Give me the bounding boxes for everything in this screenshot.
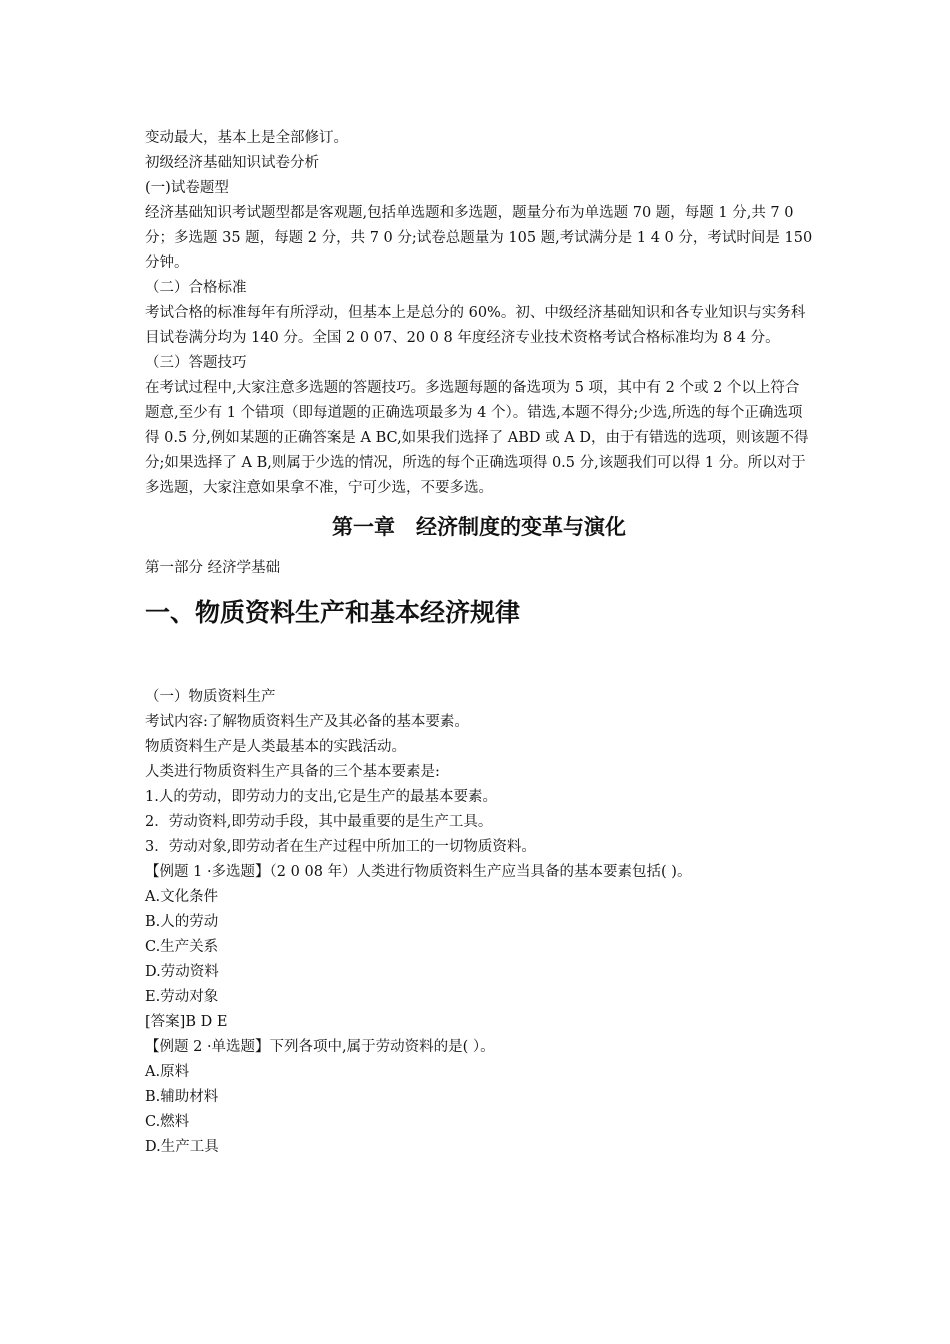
pass-standard-paragraph: 考试合格的标准每年有所浮动，但基本上是总分的 60%。初、中级经济基础知识和各专业知识与实务科目试卷满分均为 140 分。全国 2 0 07、20 0 8 年度经济专业技术资格考试合格标准均为 8 4 分。 [145,305,806,346]
list-item: 3．劳动对象,即劳动者在生产过程中所加工的一切物质资料。 [145,839,536,855]
body-line: 物质资料生产是人类最基本的实践活动。 [145,739,406,755]
example-2-option-a: A.原料 [145,1064,190,1080]
example-1-answer: [答案]B D E [145,1014,228,1030]
section-title: 一、物质资料生产和基本经济规律 [145,598,521,627]
example-2-option-b: B.辅助材料 [145,1089,219,1105]
intro-line: 变动最大，基本上是全部修订。 [145,130,348,146]
answer-skills-paragraph: 在考试过程中,大家注意多选题的答题技巧。多选题每题的备选项为 5 项，其中有 2 个或 2 个以上符合题意,至少有 1 个错项（即每道题的正确选项最多为 4 个）。错选,本题不得分;少选,所选的每个正确选项得 0.5 分,例如某题的正确答案是 A BC,如果我们选择了 ABD 或 A D，由于有错选的选项，则该题不得分;如果选择了 A B,则属于少选的情况，所选的每个正确选项得 0.5 分,该题我们可以得 1 分。所以对于多选题，大家注意如果拿不准，宁可少选，不要多选。 [145,380,809,496]
subsection-heading: （一）物质资料生产 [145,689,276,705]
list-item: 1.人的劳动，即劳动力的支出,它是生产的最基本要素。 [145,789,497,805]
example-1-option-c: C.生产关系 [145,939,219,955]
example-1-option-e: E.劳动对象 [145,989,219,1005]
pass-standard-heading: （二）合格标准 [145,280,247,296]
intro-subtitle: 初级经济基础知识试卷分析 [145,155,319,171]
example-2-option-d: D.生产工具 [145,1139,219,1155]
answer-skills-heading: （三）答题技巧 [145,355,247,371]
question-types-paragraph: 经济基础知识考试题型都是客观题,包括单选题和多选题，题量分布为单选题 70 题，每题 1 分,共 7 0 分；多选题 35 题，每题 2 分，共 7 0 分;试卷总题量为 105 题,考试满分是 1 4 0 分，考试时间是 150 分钟。 [145,205,813,271]
example-2-question: 【例题 2 ·单选题】下列各项中,属于劳动资料的是( ）。 [145,1039,495,1055]
chapter-title: 第一章 经济制度的变革与演化 [332,515,626,539]
part-title: 第一部分 经济学基础 [145,560,281,576]
question-types-heading: (一)试卷题型 [145,180,229,196]
body-line: 人类进行物质资料生产具备的三个基本要素是: [145,764,440,780]
example-1-option-b: B.人的劳动 [145,914,219,930]
example-2-option-c: C.燃料 [145,1114,190,1130]
example-1-option-a: A.文化条件 [145,889,219,905]
exam-content-line: 考试内容:了解物质资料生产及其必备的基本要素。 [145,714,469,730]
document-page [145,126,813,1160]
list-item: 2．劳动资料,即劳动手段，其中最重要的是生产工具。 [145,814,493,830]
example-1-question: 【例题 1 ·多选题】（2 0 08 年）人类进行物质资料生产应当具备的基本要素包括( )。 [145,864,692,880]
example-1-option-d: D.劳动资料 [145,964,219,980]
